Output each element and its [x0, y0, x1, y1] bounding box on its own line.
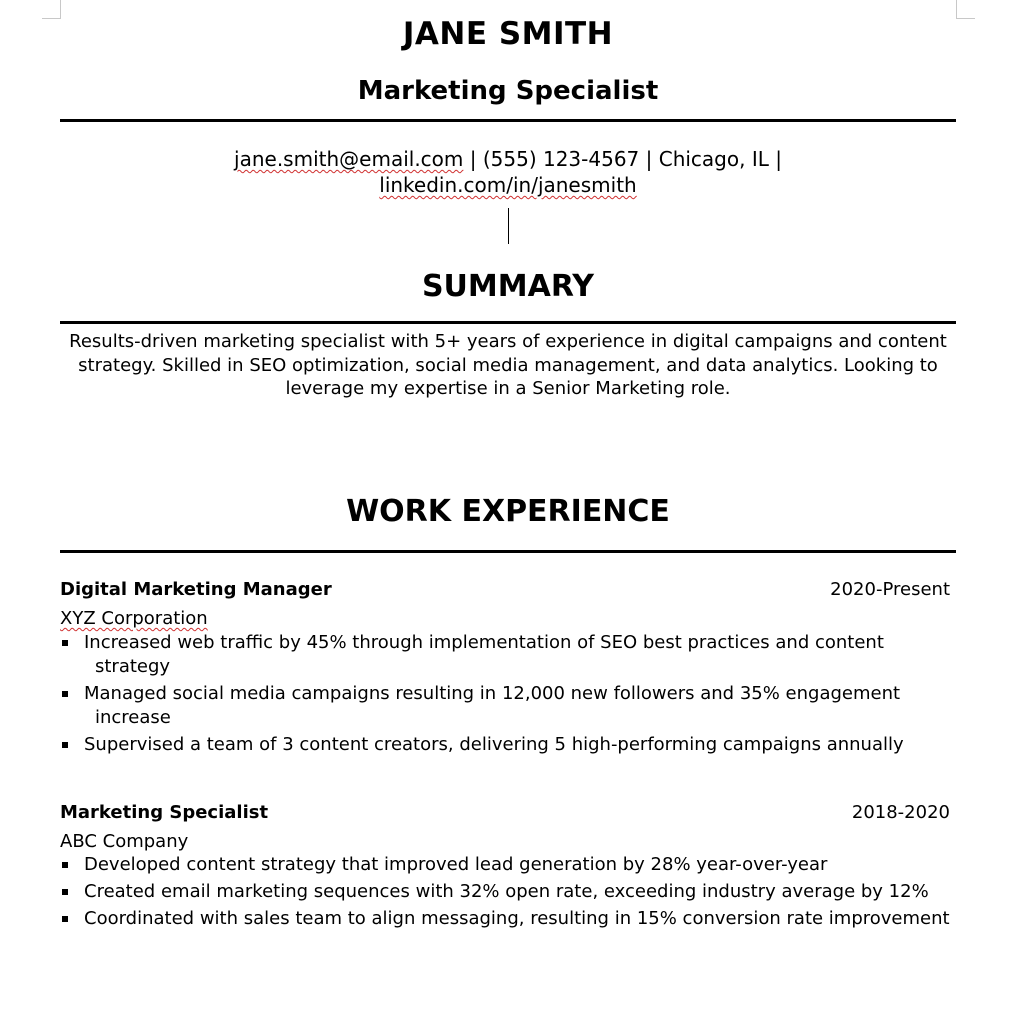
job-title[interactable]: Digital Marketing Manager	[60, 579, 332, 600]
summary-divider	[60, 321, 956, 324]
job-bullet-list	[60, 631, 960, 760]
page-corner-mark-left	[42, 0, 61, 19]
bullet-square-icon	[62, 862, 68, 868]
resume-title[interactable]: Marketing Specialist	[357, 76, 659, 106]
list-item[interactable]: Developed content strategy that improved lead generation by 28% year-over-year	[60, 853, 960, 877]
job-company[interactable]: ABC Company	[60, 831, 189, 852]
summary-text[interactable]: Results-driven marketing specialist with 5+ years of experience in digital campaigns and content strategy. Skilled in SEO optimization, social media management, and data analytics. Looking to leverage my expertise in a Senior Marketing role.	[69, 331, 947, 399]
list-item[interactable]: Increased web traffic by 45% through implementation of SEO best practices and content strategy	[60, 631, 960, 679]
bullet-square-icon	[62, 916, 68, 922]
list-item[interactable]: Supervised a team of 3 content creators, delivering 5 high-performing campaigns annually	[60, 733, 960, 757]
job-dates[interactable]: 2020-Present	[830, 579, 950, 600]
job-title[interactable]: Marketing Specialist	[60, 802, 269, 823]
job-company[interactable]	[60, 607, 208, 631]
bullet-square-icon	[62, 640, 68, 646]
resume-name[interactable]: JANE SMITH	[402, 16, 614, 52]
experience-heading[interactable]: WORK EXPERIENCE	[346, 494, 670, 529]
job-dates[interactable]: 2018-2020	[851, 802, 950, 823]
contact-phone-location[interactable]: | (555) 123-4567 | Chicago, IL |	[463, 147, 782, 171]
page-corner-mark-right	[956, 0, 975, 19]
list-item[interactable]: Created email marketing sequences with 32% open rate, exceeding industry average by 12%	[60, 880, 960, 904]
contact-line[interactable]	[60, 146, 956, 198]
company-name[interactable]: XYZ Corporation	[60, 608, 208, 629]
header-divider	[60, 119, 956, 122]
contact-email[interactable]: jane.smith@email.com	[234, 147, 464, 171]
bullet-square-icon	[62, 691, 68, 697]
experience-divider	[60, 550, 956, 553]
list-item[interactable]: Managed social media campaigns resulting in 12,000 new followers and 35% engagement increase	[60, 682, 960, 730]
bullet-square-icon	[62, 742, 68, 748]
list-item[interactable]: Coordinated with sales team to align messaging, resulting in 15% conversion rate improvement	[60, 907, 960, 931]
contact-linkedin[interactable]: linkedin.com/in/janesmith	[379, 173, 637, 197]
summary-heading[interactable]: SUMMARY	[421, 269, 595, 304]
job-bullet-list	[60, 853, 960, 934]
text-cursor	[508, 208, 509, 244]
bullet-square-icon	[62, 889, 68, 895]
